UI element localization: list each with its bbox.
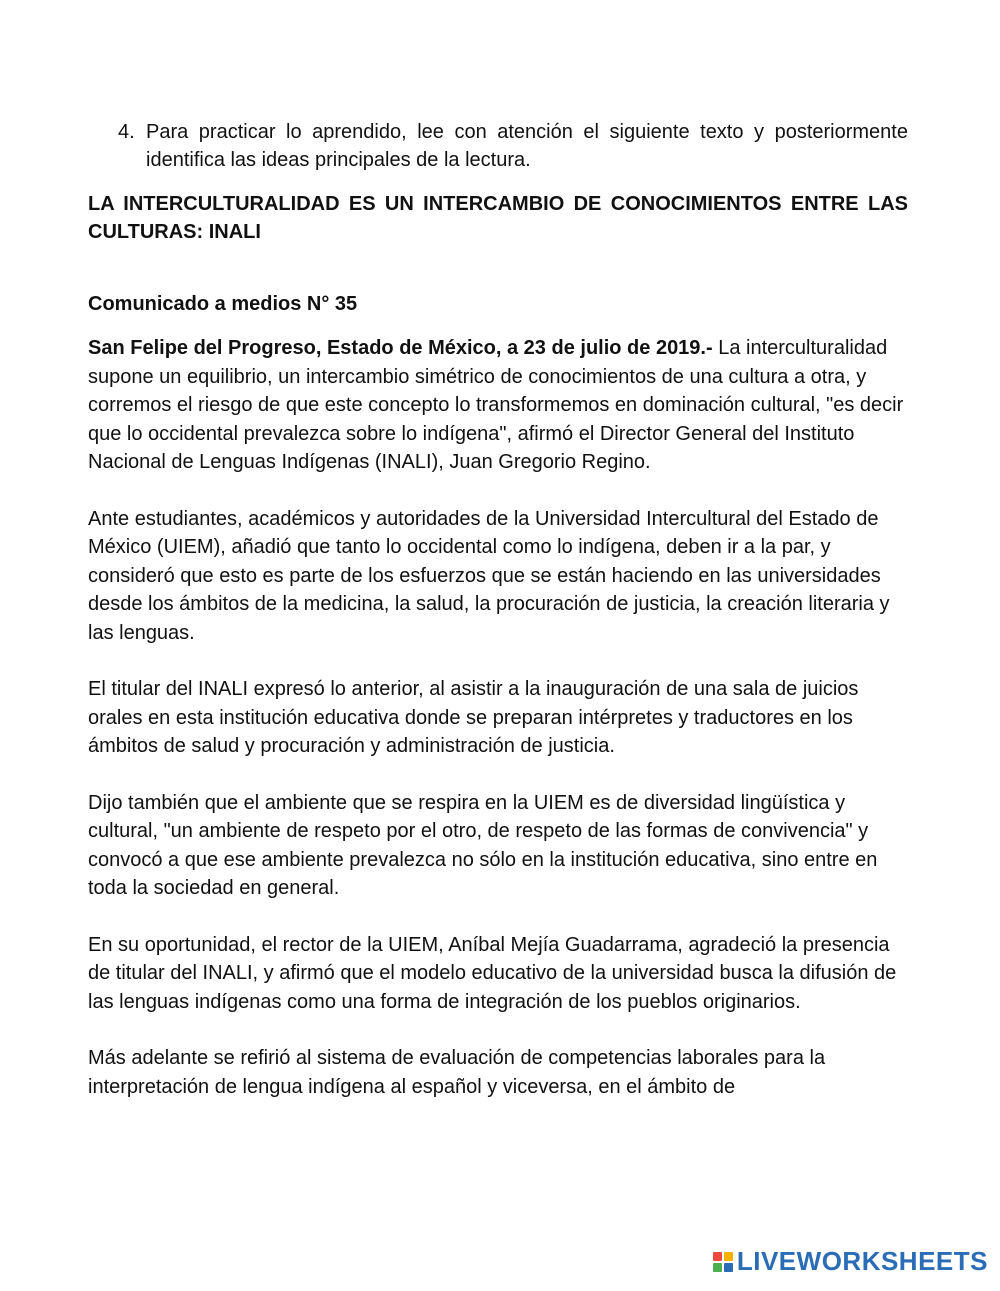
logo-square-blue — [724, 1263, 733, 1272]
worksheet-page — [88, 118, 908, 1101]
liveworksheets-logo — [713, 1246, 988, 1277]
article-paragraph: Dijo también que el ambiente que se respira en la UIEM es de diversidad lingüística y cultural, "un ambiente de respeto por el otro, de respeto de las formas de convivencia" y convocó a que ese ambiente prevalezca no sólo en la institución educativa, sino entre en toda la sociedad en general. — [88, 791, 878, 899]
dateline: San Felipe del Progreso, Estado de México, a 23 de julio de 2019.- — [88, 337, 713, 359]
instruction-item — [118, 118, 908, 174]
article-heading: LA INTERCULTURALIDAD ES UN INTERCAMBIO DE CONOCIMIENTOS ENTRE LAS CULTURAS: INALI — [88, 193, 908, 243]
instruction-number: 4. — [118, 121, 135, 143]
logo-square-yellow — [724, 1252, 733, 1261]
logo-square-red — [713, 1252, 722, 1261]
logo-square-green — [713, 1263, 722, 1272]
paragraph-text: La interculturalidad supone un equilibrio, un intercambio simétrico de conocimientos de una cultura a otra, y corremos el riesgo de que este concepto lo transformemos en dominación cultural, "es decir que lo occidental prevalezca sobre lo indígena", afirmó el Director General del Instituto Nacional de Lenguas Indígenas (INALI), Juan Gregorio Regino. — [88, 337, 904, 473]
communique-label: Comunicado a medios N° 35 — [88, 293, 358, 315]
article-paragraph: El titular del INALI expresó lo anterior, al asistir a la inauguración de una sala de juicios orales en esta institución educativa donde se preparan intérpretes y traductores en los ámbitos de salud y procuración y administración de justicia. — [88, 678, 859, 757]
liveworksheets-logo-text: LIVEWORKSHEETS — [736, 1246, 988, 1276]
article-paragraph — [88, 334, 908, 477]
article-paragraph: En su oportunidad, el rector de la UIEM, Aníbal Mejía Guadarrama, agradeció la presencia de titular del INALI, y afirmó que el modelo educativo de la universidad busca la difusión de las lenguas indígenas como una forma de integración de los pueblos originarios. — [88, 933, 897, 1013]
liveworksheets-logo-icon — [713, 1252, 733, 1272]
instruction-text: Para practicar lo aprendido, lee con atención el siguiente texto y posteriormente identifica las ideas principales de la lectura. — [146, 121, 908, 171]
article-paragraph: Ante estudiantes, académicos y autoridades de la Universidad Intercultural del Estado de México (UIEM), añadió que tanto lo occidental como lo indígena, deben ir a la par, y consideró que esto es parte de los esfuerzos que se están haciendo en las universidades desde los ámbitos de la medicina, la salud, la procuración de justicia, la creación literaria y las lenguas. — [88, 507, 890, 644]
article-paragraph: Más adelante se refirió al sistema de evaluación de competencias laborales para la interpretación de lengua indígena al español y viceversa, en el ámbito de — [88, 1047, 826, 1098]
